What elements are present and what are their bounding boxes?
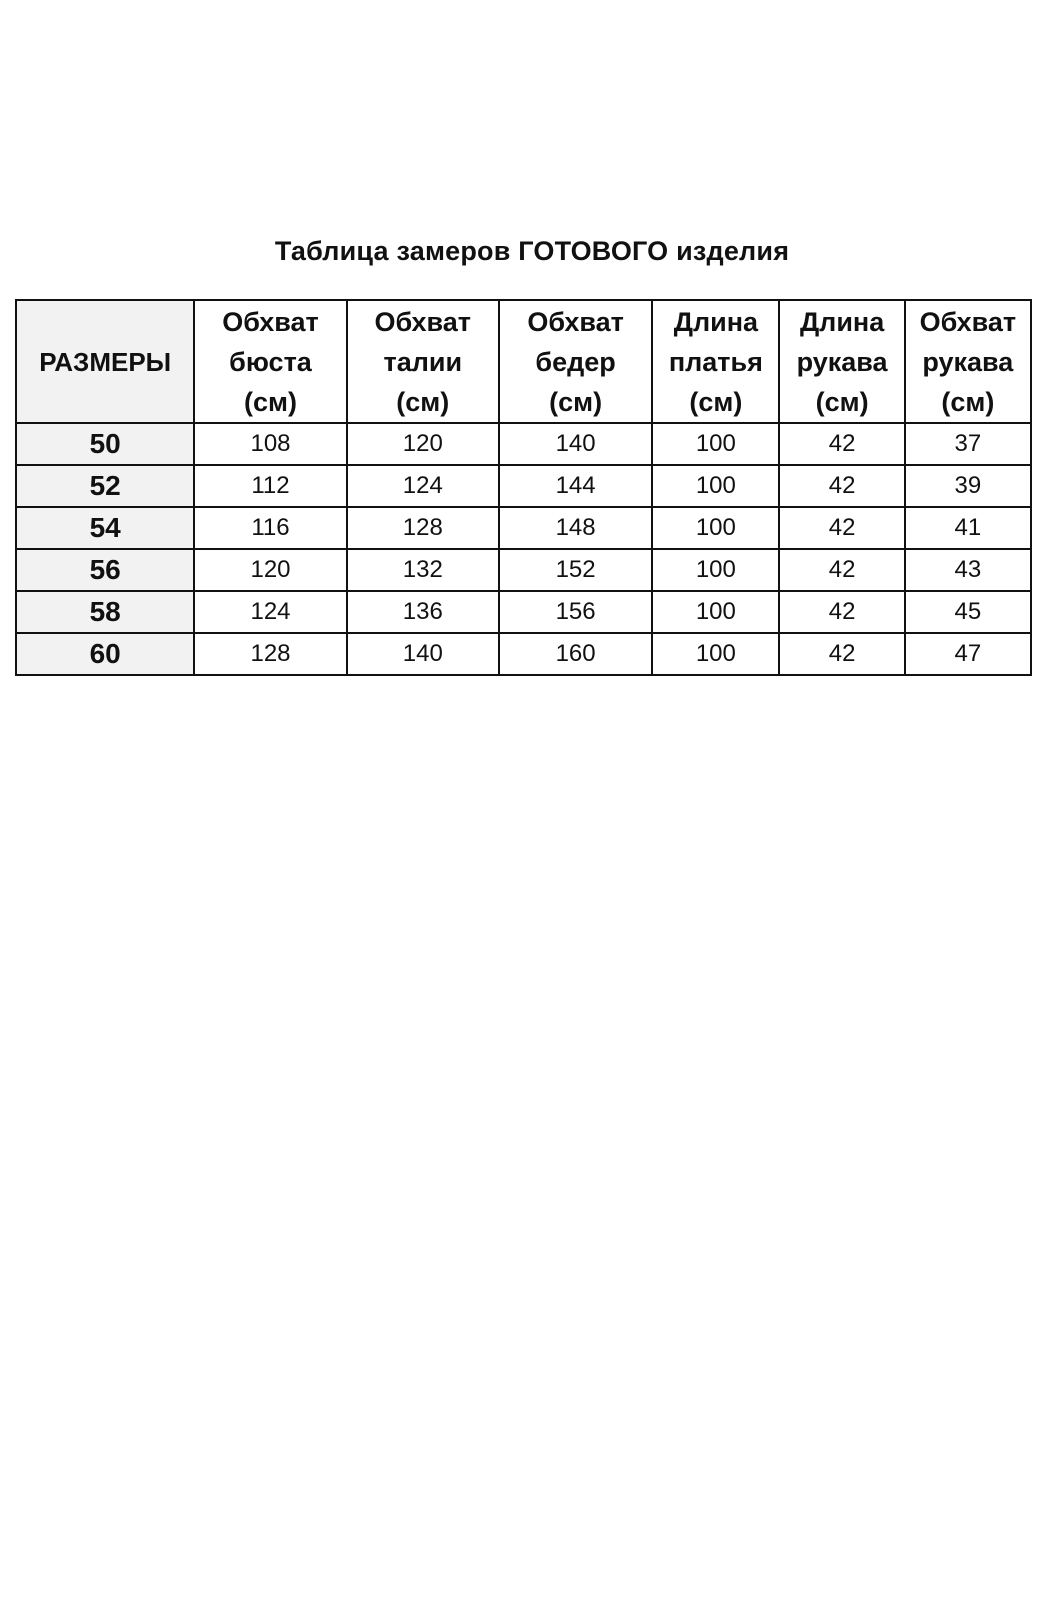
table-cell: 124	[194, 591, 346, 633]
column-header-dress-length	[652, 300, 779, 423]
header-line: Длина	[673, 306, 759, 337]
table-cell: 100	[652, 507, 779, 549]
table-cell: 39	[905, 465, 1031, 507]
table-row	[16, 549, 1031, 591]
table-cell: 128	[347, 507, 499, 549]
column-header-hips	[499, 300, 652, 423]
table-cell: 100	[652, 549, 779, 591]
table-cell: 128	[194, 633, 346, 675]
header-line: (см)	[244, 386, 297, 417]
table-cell: 47	[905, 633, 1031, 675]
size-cell: 56	[16, 549, 194, 591]
table-cell: 112	[194, 465, 346, 507]
table-cell: 140	[347, 633, 499, 675]
header-line: Обхват	[527, 306, 624, 337]
header-row	[16, 300, 1031, 423]
table-cell: 160	[499, 633, 652, 675]
table-cell: 116	[194, 507, 346, 549]
header-line: бедер	[535, 346, 616, 377]
table-cell: 43	[905, 549, 1031, 591]
table-cell: 42	[779, 633, 904, 675]
table-row	[16, 591, 1031, 633]
table-cell: 42	[779, 465, 904, 507]
table-row	[16, 465, 1031, 507]
table-cell: 108	[194, 423, 346, 465]
size-cell: 60	[16, 633, 194, 675]
size-cell: 50	[16, 423, 194, 465]
table-cell: 100	[652, 423, 779, 465]
header-line: (см)	[549, 386, 603, 417]
header-line: рукава	[922, 346, 1014, 377]
page-title: Таблица замеров ГОТОВОГО изделия	[274, 236, 790, 266]
header-line: бюста	[229, 346, 312, 377]
table-cell: 148	[499, 507, 652, 549]
header-line: рукава	[796, 346, 888, 377]
header-line: (см)	[941, 386, 995, 417]
size-chart-table	[15, 299, 1032, 676]
table-row	[16, 507, 1031, 549]
table-cell: 124	[347, 465, 499, 507]
column-header-waist	[347, 300, 499, 423]
size-cell: 54	[16, 507, 194, 549]
table-cell: 100	[652, 591, 779, 633]
table-cell: 132	[347, 549, 499, 591]
table-cell: 144	[499, 465, 652, 507]
table-cell: 140	[499, 423, 652, 465]
header-line: Длина	[799, 306, 885, 337]
header-line: (см)	[396, 386, 450, 417]
table-cell: 100	[652, 465, 779, 507]
table-cell: 42	[779, 507, 904, 549]
column-header-sleeve-girth	[905, 300, 1031, 423]
size-cell: 58	[16, 591, 194, 633]
table-cell: 42	[779, 423, 904, 465]
header-line: (см)	[815, 386, 869, 417]
size-cell: 52	[16, 465, 194, 507]
table-cell: 37	[905, 423, 1031, 465]
table-cell: 100	[652, 633, 779, 675]
column-header-bust	[194, 300, 346, 423]
table-cell: 42	[779, 549, 904, 591]
header-line: Обхват	[919, 306, 1017, 337]
table-cell: 120	[347, 423, 499, 465]
table-cell: 156	[499, 591, 652, 633]
table-row	[16, 633, 1031, 675]
table-cell: 45	[905, 591, 1031, 633]
column-header-sizes: РАЗМЕРЫ	[16, 300, 194, 423]
table-cell: 136	[347, 591, 499, 633]
table-cell: 41	[905, 507, 1031, 549]
column-header-sleeve-length	[779, 300, 904, 423]
header-line: Обхват	[374, 306, 472, 337]
table-cell: 120	[194, 549, 346, 591]
header-line: платья	[668, 346, 763, 377]
header-line: талии	[383, 346, 463, 377]
table-cell: 42	[779, 591, 904, 633]
header-line: (см)	[689, 386, 743, 417]
header-line: Обхват	[222, 306, 319, 337]
table-cell: 152	[499, 549, 652, 591]
table-row	[16, 423, 1031, 465]
